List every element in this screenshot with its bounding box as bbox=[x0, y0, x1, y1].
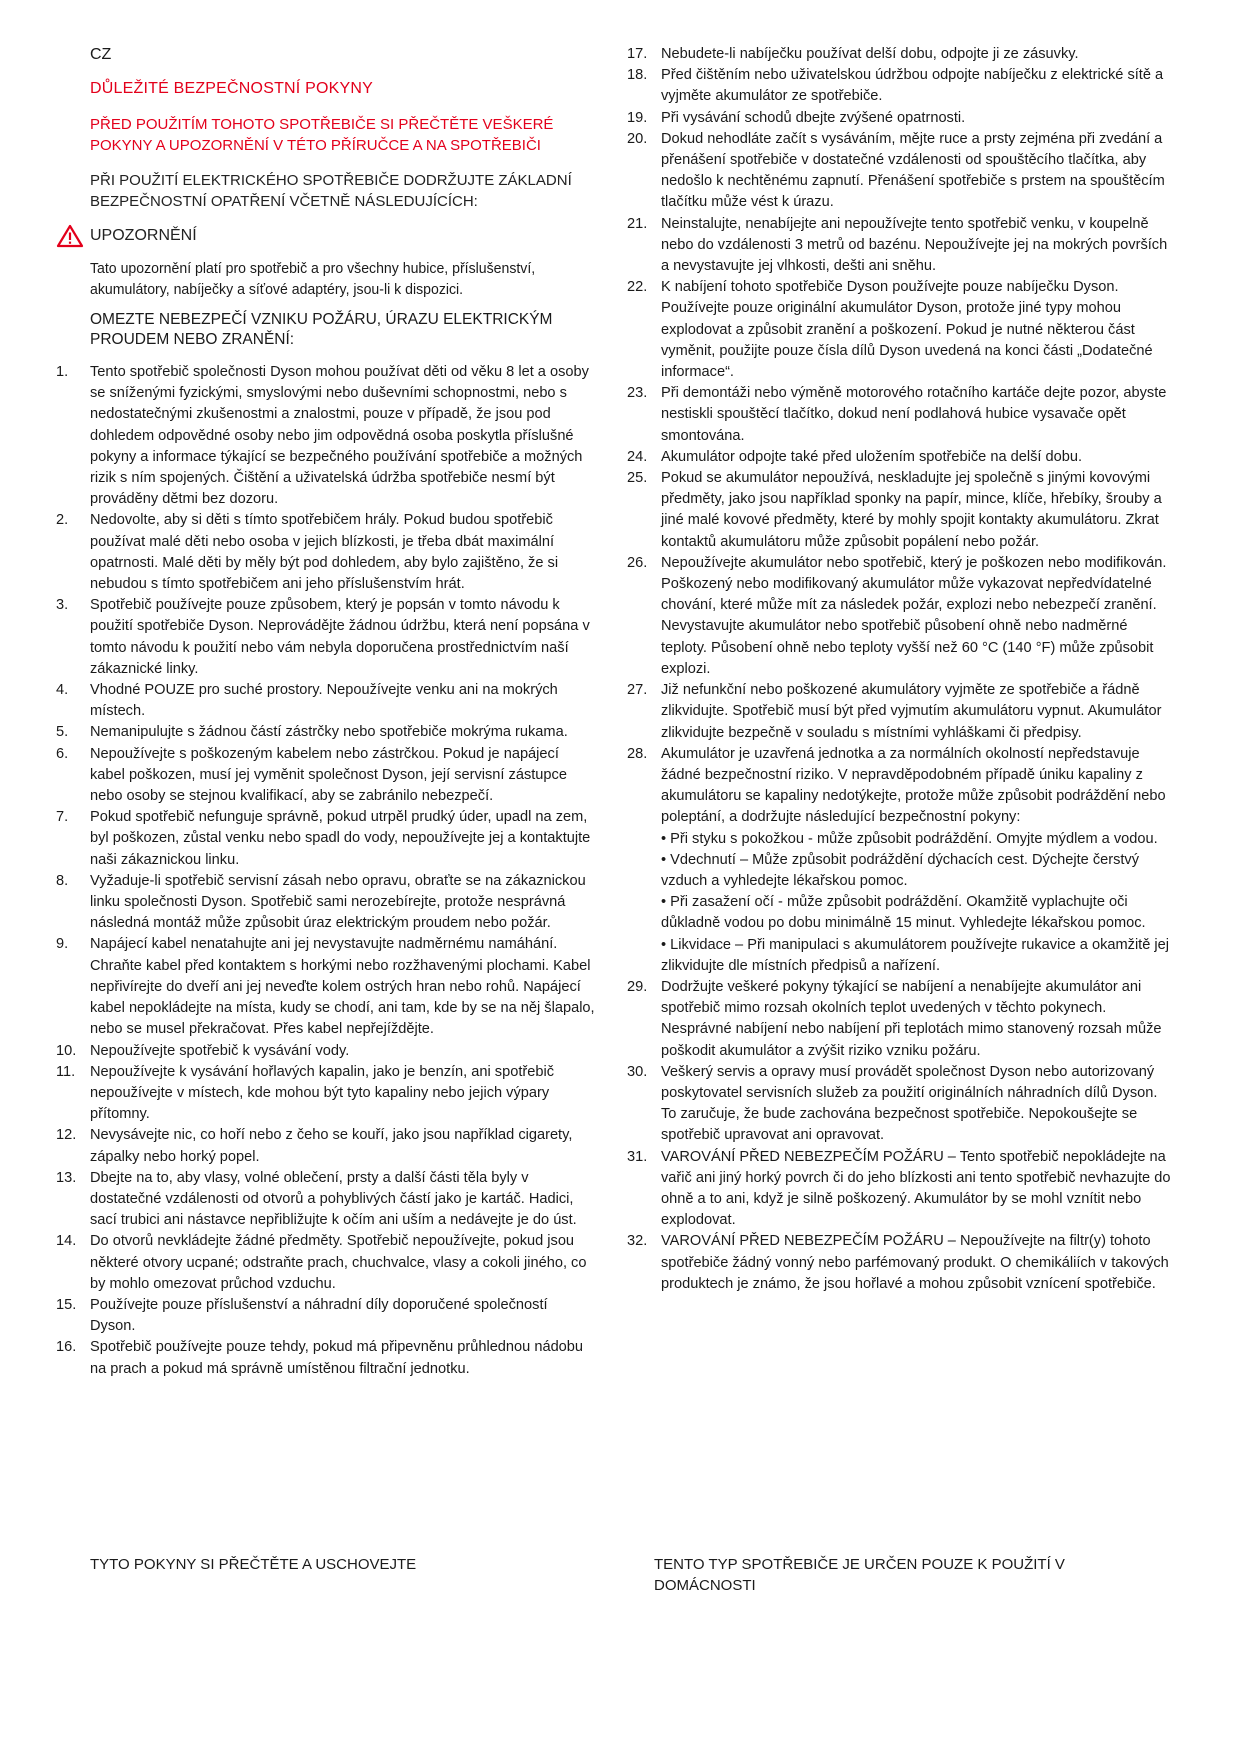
item-number: 20. bbox=[627, 130, 648, 147]
item-bullet: • Likvidace – Při manipulaci s akumulátorem používejte rukavice a okamžitě jej zlikvidujte dle místních předpisů a nařízení. bbox=[661, 936, 1170, 974]
item-number: 21. bbox=[627, 215, 648, 232]
list-item bbox=[56, 1168, 596, 1232]
item-text: Dbejte na to, aby vlasy, volné oblečení, prsty a další části těla byly v dostatečné vzdálenosti od otvorů a pohyblivých částí jako je kartáč. Hadici, sací trubici ani nástavce nepřibližujte k očím ani uším a nedávejte je do úst. bbox=[90, 1169, 577, 1229]
list-item bbox=[627, 44, 1175, 65]
item-text: Při vysávání schodů dbejte zvýšené opatrnosti. bbox=[661, 109, 966, 126]
basic-precautions-notice: PŘI POUŽITÍ ELEKTRICKÉHO SPOTŘEBIČE DODRŽUJTE ZÁKLADNÍ BEZPEČNOSTNÍ OPATŘENÍ VČETNĚ NÁSLEDUJÍCÍCH: bbox=[90, 172, 572, 210]
list-item bbox=[627, 1147, 1175, 1232]
warning-title: UPOZORNĚNÍ bbox=[90, 227, 197, 244]
item-text: Spotřebič používejte pouze způsobem, který je popsán v tomto návodu k použití spotřebiče Dyson. Neprovádějte žádnou údržbu, která není popsána v tomto návodu k použití nebo vám nebyla doporučena prostřednictvím naší zákaznické linky. bbox=[90, 597, 590, 677]
list-item bbox=[627, 1062, 1175, 1147]
item-number: 25. bbox=[627, 470, 648, 487]
instructions-list-left bbox=[56, 362, 596, 1380]
item-text: Dokud nehodláte začít s vysáváním, mějte ruce a prsty zejména při zvedání a přenášení spotřebiče v dostatečné vzdálenosti od spouštěcího tlačítka, aby nedošlo k nechtěnému zapnutí. Přenášení spotřebiče s prstem na spouštěcím tlačítku může vést k úrazu. bbox=[661, 130, 1165, 211]
list-item bbox=[56, 871, 596, 935]
list-item bbox=[56, 1125, 596, 1167]
list-item bbox=[627, 65, 1175, 107]
item-text: Spotřebič používejte pouze tehdy, pokud má připevněnu průhlednou nádobu na prach a pokud má správně umístěnou filtrační jednotku. bbox=[90, 1339, 584, 1377]
list-item bbox=[627, 277, 1175, 383]
item-number: 7. bbox=[56, 809, 69, 826]
item-text: VAROVÁNÍ PŘED NEBEZPEČÍM POŽÁRU – Tento spotřebič nepokládejte na vařič ani jiný horký povrch či do jeho blízkosti ani tento spotřebič nevhazujte do ohně a to ani, když je silně poškozený. Akumulátor by se mohl vznítit nebo explodovat. bbox=[661, 1148, 1171, 1229]
item-bullet: • Vdechnutí – Může způsobit podráždění dýchacích cest. Dýchejte čerstvý vzduch a vyhledejte lékařskou pomoc. bbox=[661, 851, 1140, 889]
list-item bbox=[627, 1231, 1175, 1295]
left-column bbox=[56, 46, 596, 1380]
item-text: Před čištěním nebo uživatelskou údržbou odpojte nabíječku z elektrické sítě a vyjměte akumulátor ze spotřebiče. bbox=[661, 67, 1164, 105]
item-text: Pokud se akumulátor nepoužívá, neskladujte jej společně s jinými kovovými předměty, jako jsou například sponky na papír, mince, klíče, hřebíky, šrouby a jiné malé kovové předměty, které by mohly spojit kontakty akumulátoru. Zkrat kontaktů akumulátoru může způsobit popálení nebo požár. bbox=[661, 470, 1162, 550]
read-instructions-notice: PŘED POUŽITÍM TOHOTO SPOTŘEBIČE SI PŘEČTĚTE VEŠKERÉ POKYNY A UPOZORNĚNÍ V TÉTO PŘÍRUČCE A NA SPOTŘEBIČI bbox=[90, 116, 554, 154]
item-bullet: • Při styku s pokožkou - může způsobit podráždění. Omyjte mýdlem a vodou. bbox=[661, 830, 1158, 847]
list-item bbox=[56, 1231, 596, 1295]
list-item bbox=[56, 510, 596, 595]
item-text: Nedovolte, aby si děti s tímto spotřebičem hrály. Pokud budou spotřebič používat malé děti nebo osoba v jejich blízkosti, je třeba dbát maximální opatrnosti. Malé děti by měly být pod dohledem, aby bylo zajištěno, že si nebudou s tímto spotřebičem ani jeho příslušenstvím hrát. bbox=[90, 512, 559, 593]
list-item bbox=[56, 1337, 596, 1379]
item-number: 12. bbox=[56, 1127, 77, 1144]
item-number: 2. bbox=[56, 512, 69, 529]
item-text: Nepoužívejte akumulátor nebo spotřebič, který je poškozen nebo modifikován. Poškozený nebo modifikovaný akumulátor může vykazovat nepředvídatelné chování, které může mít za následek požár, explozi nebo nebezpečí zranění. Nevystavujte akumulátor nebo spotřebič působení ohně nebo nadměrné teploty. Působení ohně nebo teploty vyšší než 60 °C (140 °F) může způsobit explozi. bbox=[661, 554, 1167, 677]
right-column bbox=[627, 44, 1175, 1295]
list-item bbox=[627, 214, 1175, 278]
warning-intro: Tato upozornění platí pro spotřebič a pro všechny hubice, příslušenství, akumulátory, nabíječky a síťové adaptéry, jsou-li k dispozici. bbox=[90, 260, 536, 298]
item-number: 9. bbox=[56, 936, 69, 953]
item-number: 6. bbox=[56, 745, 69, 762]
item-text: Pokud spotřebič nefunguje správně, pokud utrpěl prudký úder, upadl na zem, byl poškozen, zůstal venku nebo spadl do vody, nepoužívejte jej a kontaktujte naši zákaznickou linku. bbox=[90, 809, 591, 868]
item-number: 10. bbox=[56, 1042, 77, 1059]
list-item bbox=[56, 1295, 596, 1337]
item-number: 3. bbox=[56, 597, 69, 614]
list-item bbox=[56, 1041, 596, 1062]
item-number: 14. bbox=[56, 1233, 77, 1250]
item-text: Nepoužívejte s poškozeným kabelem nebo zástrčkou. Pokud je napájecí kabel poškozen, musí jej vyměnit společnost Dyson, její servisní zástupce nebo osoby se stejnou kvalifikací, aby se zabránilo nebezpečí. bbox=[90, 745, 567, 805]
item-number: 19. bbox=[627, 109, 648, 126]
item-text: Vyžaduje-li spotřebič servisní zásah nebo opravu, obraťte se na zákaznickou linku společnosti Dyson. Spotřebič sami nerozebírejte, protože nesprávná následná montáž může způsobit úraz elektrickým proudem nebo požár. bbox=[90, 872, 586, 932]
list-item bbox=[56, 680, 596, 722]
item-number: 27. bbox=[627, 682, 648, 699]
list-item bbox=[627, 468, 1175, 553]
item-number: 4. bbox=[56, 682, 69, 699]
hazard-reduction-heading: OMEZTE NEBEZPEČÍ VZNIKU POŽÁRU, ÚRAZU ELEKTRICKÝM PROUDEM NEBO ZRANĚNÍ: bbox=[90, 311, 553, 348]
list-item bbox=[627, 129, 1175, 214]
list-item bbox=[627, 553, 1175, 680]
footer-household-use: TENTO TYP SPOTŘEBIČE JE URČEN POUZE K POUŽITÍ V DOMÁCNOSTI bbox=[654, 1556, 1065, 1594]
list-item bbox=[56, 362, 596, 510]
item-number: 16. bbox=[56, 1339, 77, 1356]
list-item bbox=[627, 383, 1175, 447]
item-text: Nepoužívejte k vysávání hořlavých kapalin, jako je benzín, ani spotřebič nepoužívejte v místech, kde mohou být tyto kapaliny nebo jejich výpary přítomny. bbox=[90, 1063, 555, 1123]
item-number: 31. bbox=[627, 1148, 648, 1165]
list-item bbox=[56, 934, 596, 1040]
warning-triangle-icon bbox=[56, 224, 84, 248]
item-text: Neinstalujte, nenabíjejte ani nepoužívejte tento spotřebič venku, v koupelně nebo do vzdálenosti 3 metrů od bazénu. Nepoužívejte jej na mokrých površích a nevystavujte jej vlhkosti, dešti ani sněhu. bbox=[661, 215, 1168, 275]
item-bullet: • Při zasažení očí - může způsobit podráždění. Okamžitě vyplachujte oči důkladně vodou po dobu minimálně 15 minut. Vyhledejte lékařskou pomoc. bbox=[661, 894, 1146, 932]
footer-read-keep: TYTO POKYNY SI PŘEČTĚTE A USCHOVEJTE bbox=[90, 1556, 417, 1573]
item-number: 11. bbox=[56, 1063, 76, 1080]
warning-heading bbox=[56, 224, 596, 248]
item-text: Akumulátor odpojte také před uložením spotřebiče na delší dobu. bbox=[661, 448, 1083, 465]
list-item bbox=[56, 595, 596, 680]
list-item bbox=[627, 977, 1175, 1062]
list-item bbox=[627, 744, 1175, 977]
item-text: Tento spotřebič společnosti Dyson mohou používat děti od věku 8 let a osoby se sníženými fyzickými, smyslovými nebo duševními schopnostmi, nebo s nedostatečnými zkušenostmi a znalostmi, pouze v případě, že jsou pod dohledem odpovědné osoby nebo jim odpovědná osoba poskytla příslušné pokyny a informace týkající se bezpečného používání spotřebiče a možných rizik s ním spojených. Čištění a uživatelská údržba spotřebiče nesmí být prováděny dětmi bez dozoru. bbox=[90, 364, 589, 508]
item-number: 18. bbox=[627, 67, 648, 84]
item-text: Nevysávejte nic, co hoří nebo z čeho se kouří, jako jsou například cigarety, zápalky nebo horký popel. bbox=[90, 1127, 573, 1165]
item-text: K nabíjení tohoto spotřebiče Dyson používejte pouze nabíječku Dyson. Používejte pouze originální akumulátor Dyson, protože jiné typy mohou explodovat a způsobit zranění a poškození. Pokud je nutné některou část vyměnit, použijte pouze čísla dílů Dyson uvedená na konci části „Dodatečné informace“. bbox=[661, 279, 1153, 381]
item-number: 32. bbox=[627, 1233, 648, 1250]
item-number: 23. bbox=[627, 385, 648, 402]
item-number: 28. bbox=[627, 745, 648, 762]
item-number: 13. bbox=[56, 1169, 77, 1186]
item-number: 1. bbox=[56, 364, 69, 380]
list-item bbox=[56, 807, 596, 871]
list-item bbox=[627, 680, 1175, 744]
item-number: 15. bbox=[56, 1296, 77, 1313]
language-code: CZ bbox=[90, 46, 112, 63]
item-number: 26. bbox=[627, 554, 648, 571]
list-item bbox=[627, 108, 1175, 129]
item-text: VAROVÁNÍ PŘED NEBEZPEČÍM POŽÁRU – Nepoužívejte na filtr(y) tohoto spotřebiče žádný vonný nebo parfémovaný produkt. O chemikáliích v takových produktech je známo, že jsou hořlavé a mohou způsobit vznícení spotřebiče. bbox=[661, 1233, 1169, 1292]
item-text: Akumulátor je uzavřená jednotka a za normálních okolností nepředstavuje žádné bezpečnostní riziko. V nepravděpodobném případě úniku kapaliny z akumulátoru se kapaliny nedotýkejte, protože může způsobit podráždění nebo poleptání, a dodržujte následující bezpečnostní pokyny: • Při styku s pokožkou - může způsobit podráždění. Omyjte mýdlem a vodou. • Vdechnutí – Může způsobit podráždění dýchacích cest. Dýchejte čerstvý vzduch a vyhledejte lékařskou pomoc. • Při zasažení očí - může způsobit podráždění. Okamžitě vyplachujte oči důkladně vodou po dobu minimálně 15 minut. Vyhledejte lékařskou pomoc. • Likvidace – Při manipulaci s akumulátorem používejte rukavice a okamžitě jej zlikvidujte dle místních předpisů a nařízení. bbox=[661, 744, 1175, 977]
page-title: DŮLEŽITÉ BEZPEČNOSTNÍ POKYNY bbox=[90, 80, 373, 97]
item-text: Do otvorů nevkládejte žádné předměty. Spotřebič nepoužívejte, pokud jsou některé otvory ucpané; odstraňte prach, chuchvalce, vlasy a cokoli jiného, co by mohlo omezovat průchod vzduchu. bbox=[90, 1233, 587, 1292]
list-item bbox=[56, 744, 596, 808]
item-number: 22. bbox=[627, 279, 648, 296]
item-text: Nepoužívejte spotřebič k vysávání vody. bbox=[90, 1042, 350, 1059]
item-text: Při demontáži nebo výměně motorového rotačního kartáče dejte pozor, abyste nestiskli spouštěcí tlačítko, dokud není podlahová hubice vysavače opět smontována. bbox=[661, 385, 1167, 444]
item-text: Již nefunkční nebo poškozené akumulátory vyjměte ze spotřebiče a řádně zlikvidujte. Spotřebič musí být před vyjmutím akumulátoru vypnut. Akumulátor zlikvidujte bezpečně v souladu s místními vyhláškami či předpisy. bbox=[661, 682, 1162, 741]
item-text: Dodržujte veškeré pokyny týkající se nabíjení a nenabíjejte akumulátor ani spotřebič mimo rozsah okolních teplot uvedených v těchto pokynech. Nesprávné nabíjení nebo nabíjení při teplotách mimo stanovený rozsah může poškodit akumulátor a zvýšit riziko vzniku požáru. bbox=[661, 978, 1162, 1059]
item-text: Napájecí kabel nenatahujte ani jej nevystavujte nadměrnému namáhání. Chraňte kabel před kontaktem s horkými nebo rozžhavenými plochami. Kabel nepřivírejte do dveří ani jej neveďte kolem ostrých hran nebo rohů. Napájecí kabel nepokládejte na místa, kudy se chodí, ani tam, kde by se na něj šlapalo, nebo se musel překračovat. Přes kabel nepřejíždějte. bbox=[90, 936, 595, 1038]
item-number: 29. bbox=[627, 978, 648, 995]
item-text: Používejte pouze příslušenství a náhradní díly doporučené společností Dyson. bbox=[90, 1296, 548, 1335]
instructions-list-right bbox=[627, 44, 1175, 1295]
list-item bbox=[56, 1062, 596, 1126]
item-number: 24. bbox=[627, 448, 648, 465]
item-number: 8. bbox=[56, 872, 69, 889]
item-text: Nebudete-li nabíječku používat delší dobu, odpojte ji ze zásuvky. bbox=[661, 46, 1079, 62]
item-number: 5. bbox=[56, 724, 69, 741]
item-text: Nemanipulujte s žádnou částí zástrčky nebo spotřebiče mokrýma rukama. bbox=[90, 724, 568, 741]
item-text: Vhodné POUZE pro suché prostory. Nepoužívejte venku ani na mokrých místech. bbox=[90, 682, 558, 720]
list-item bbox=[627, 447, 1175, 468]
item-number: 30. bbox=[627, 1063, 648, 1080]
list-item bbox=[56, 722, 596, 743]
item-text: Veškerý servis a opravy musí provádět společnost Dyson nebo autorizovaný poskytovatel servisních služeb za použití originálních náhradních dílů Dyson. To zaručuje, že bude zachována bezpečnost spotřebiče. Nepokoušejte se spotřebič upravovat ani opravovat. bbox=[661, 1063, 1158, 1144]
item-number: 17. bbox=[627, 46, 648, 62]
